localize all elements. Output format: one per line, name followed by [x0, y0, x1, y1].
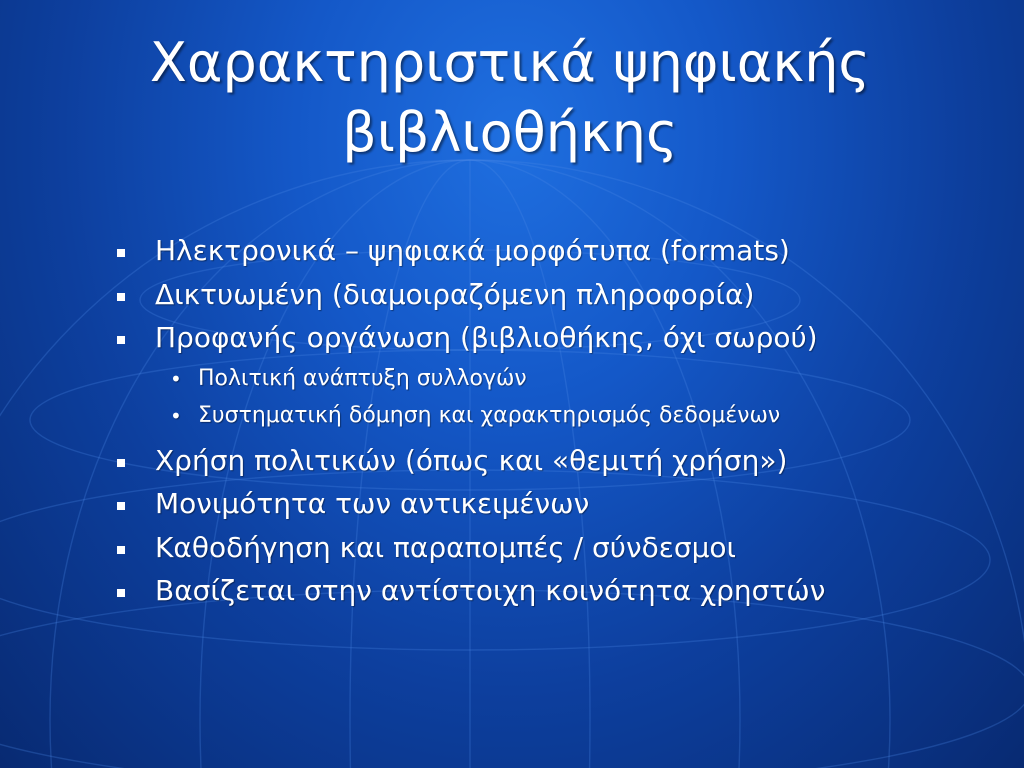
bullet-text: Βασίζεται στην αντίστοιχη κοινότητα χρηστών: [155, 574, 826, 607]
bullet-text: Χρήση πολιτικών (όπως και «θεμιτή χρήση»): [155, 443, 788, 477]
square-bullet-icon: [117, 589, 125, 597]
bullet-text: Ηλεκτρονικά – ψηφιακά μορφότυπα (formats): [155, 234, 790, 267]
bullet-item: [110, 321, 990, 355]
square-bullet-icon: [117, 502, 125, 510]
slide-title-line-1: Χαρακτηριστικά ψηφιακής: [149, 31, 871, 94]
bullet-list: [110, 234, 990, 618]
bullet-text: Προφανής οργάνωση (βιβλιοθήκης, όχι σωρού): [155, 321, 818, 354]
square-bullet-icon: [117, 459, 125, 467]
square-bullet-icon: [117, 249, 125, 257]
dot-bullet-icon: •: [170, 403, 182, 428]
bullet-text: Δικτυωμένη (διαμοιραζόμενη πληροφορία): [155, 277, 755, 311]
square-bullet-icon: [117, 293, 125, 301]
square-bullet-icon: [117, 336, 125, 344]
slide-title: [60, 28, 960, 168]
bullet-text: Μονιμότητα των αντικειμένων: [155, 487, 590, 520]
bullet-item: [110, 531, 990, 565]
bullet-item: [110, 278, 990, 312]
bullet-item: [110, 234, 990, 268]
bullet-item: [110, 574, 990, 608]
dot-bullet-icon: •: [170, 366, 182, 391]
slide-title-line-2: βιβλιοθήκης: [342, 101, 678, 164]
sub-bullet-item: [110, 365, 990, 393]
sub-bullet-text: Συστηματική δόμηση και χαρακτηρισμός δεδομένων: [198, 402, 781, 428]
square-bullet-icon: [117, 546, 125, 554]
sub-bullet-text: Πολιτική ανάπτυξη συλλογών: [198, 365, 527, 391]
sub-bullet-item: [110, 402, 990, 430]
bullet-text: Καθοδήγηση και παραπομπές / σύνδεσμοι: [155, 530, 737, 564]
bullet-item: [110, 487, 990, 521]
bullet-item: [110, 444, 990, 478]
